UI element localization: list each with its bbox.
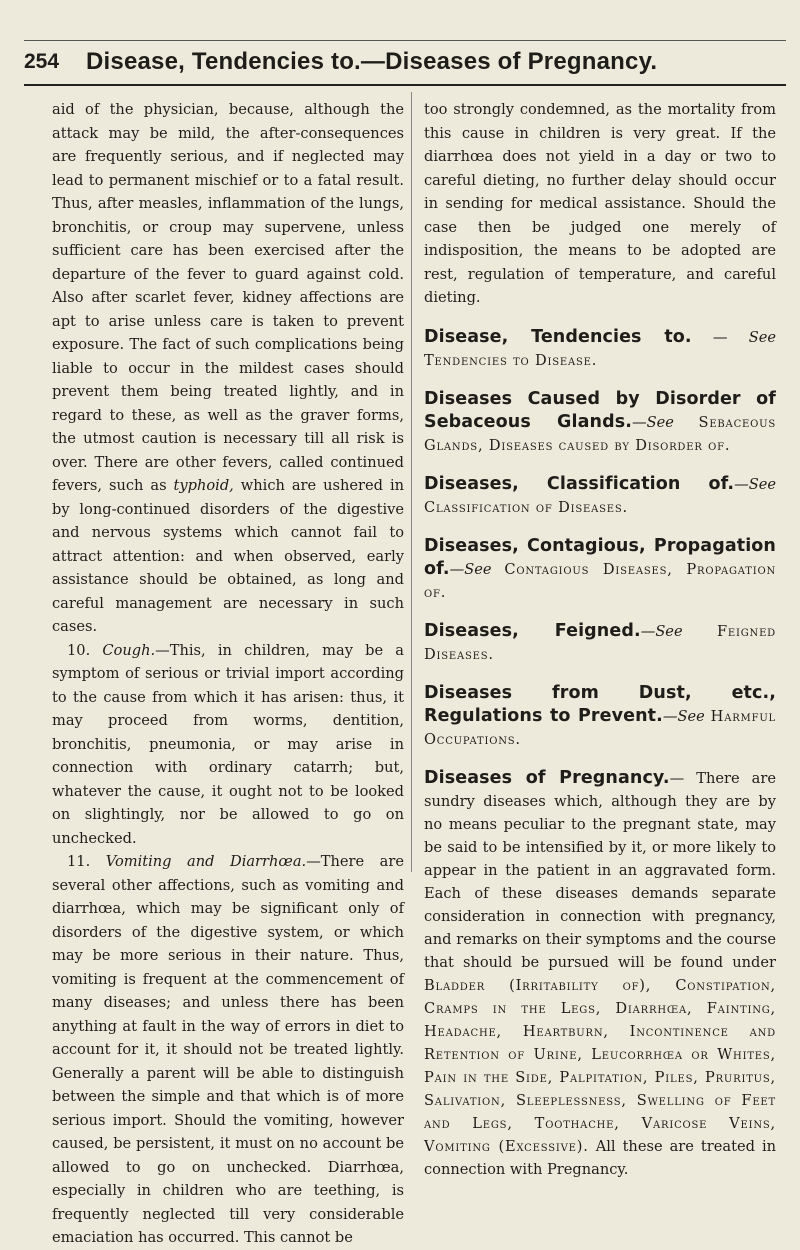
left-column (52, 98, 404, 1250)
entry-contagious: Diseases, Contagious, Propagation of.—See Contagious Diseases, Propagation of. (424, 535, 776, 601)
subheading-cough: Cough. (102, 641, 156, 659)
paragraph-cough: 10. Cough.—This, in children, may be a symptom of serious or trivial import according to the cause from which it has arisen: thus, it may proceed from worms, dentition, bronchitis, pneumonia, or may arise in connection with ordinary catarrh; but, whatever the cause, it ought not to be looked on slightingly, nor be allowed to go on unchecked. (52, 641, 404, 847)
entry-heading: Diseases Caused by Disorder of Sebaceous Glands. (424, 388, 776, 432)
entry-dust: Diseases from Dust, etc., Regulations to Prevent.—See Harmful Occupations. (424, 682, 776, 748)
entry-heading: Diseases, Classification of. (424, 473, 735, 494)
column-divider (411, 92, 412, 872)
cross-reference: Feigned Diseases. (424, 622, 776, 663)
entry-tendencies: Disease, Tendencies to. — See Tendencies to Disease. (424, 326, 776, 369)
entry-sebaceous: Diseases Caused by Disorder of Sebaceous Glands.—See Sebaceous Glands, Diseases caused by Disorder of. (424, 388, 777, 454)
cross-reference-list: Bladder (Irritability of), Constipation, Cramps in the Legs, Diarrhœa, Fainting, Headache, Heartburn, Incontinence and Retention of Urine, Leucorrhœa or Whites, Pain in the Side, Palpitation, Piles, Pruritus, Salivation, Sleeplessness, Swelling of Feet and Legs, Toothache, Varicose Veins, Vomiting (Excessive). (424, 976, 776, 1155)
cross-reference: Harmful Occupations. (424, 707, 776, 748)
entry-heading: Diseases, Contagious, Propagation of. (424, 535, 776, 579)
page-number: 254 (24, 50, 60, 73)
header-rule (24, 84, 786, 86)
entry-classification: Diseases, Classification of.—See Classification of Diseases. (424, 473, 776, 516)
entry-heading: Disease, Tendencies to. (424, 326, 692, 347)
cross-reference: Tendencies to Disease. (424, 351, 598, 369)
entry-feigned: Diseases, Feigned.—See Feigned Diseases. (424, 620, 776, 663)
cross-reference: Sebaceous Glands, Diseases caused by Disorder of. (424, 413, 777, 454)
cross-reference: Classification of Diseases. (424, 498, 628, 516)
running-title: Disease, Tendencies to.—Diseases of Pregnancy. (86, 48, 658, 75)
paragraph-fevers: aid of the physician, because, although the attack may be mild, the after-consequences are frequently serious, and if neglected may lead to permanent mischief or to a fatal result. Thus, after measles, inflammation of the lungs, bronchitis, or croup may supervene, unless sufficient care has been exercised after the departure of the fever to guard against cold. Also after scarlet fever, kidney affections are apt to arise unless care is taken to prevent exposure. The fact of such complications being liable to occur in the mildest cases should prevent them being treated lightly, and in regard to these, as well as the graver forms, the utmost caution is necessary till all risk is over. There are other fevers, called continued fevers, such as typhoid, which are ushered in by long-continued disorders of the digestive and nervous systems which cannot fail to attract attention: and when observed, early assistance should be obtained, as long and careful management are necessary in such cases. (52, 101, 405, 635)
entry-heading: Diseases from Dust, etc., Regulations to Prevent. (424, 682, 776, 726)
entry-heading: Diseases of Pregnancy. (424, 767, 670, 788)
right-column (424, 98, 776, 1181)
entry-pregnancy: Diseases of Pregnancy.— There are sundry diseases which, although they are by no means peculiar to the pregnant state, may be said to be intensified by it, or more likely to appear in the patient in an aggravated form. Each of these diseases demands separate consideration in connection with pregnancy, and remarks on their symptoms and the course that should be pursued will be found under Bladder (Irritability of), Constipation, Cramps in the Legs, Diarrhœa, Fainting, Headache, Heartburn, Incontinence and Retention of Urine, Leucorrhœa or Whites, Pain in the Side, Palpitation, Piles, Pruritus, Salivation, Sleeplessness, Swelling of Feet and Legs, Toothache, Varicose Veins, Vomiting (Excessive). All these are treated in connection with Pregnancy. (424, 767, 777, 1178)
running-header (24, 42, 776, 82)
cross-reference: Contagious Diseases, Propagation of. (424, 560, 776, 601)
paragraph-vomiting: 11. Vomiting and Diarrhœa.—There are several other affections, such as vomiting and diarrhœa, which may be significant only of disorders of the digestive system, or which may be more serious in their nature. Thus, vomiting is frequent at the commencement of many diseases; and unless there has been anything at fault in the way of errors in diet to account for it, it should not be treated lightly. Generally a parent will be able to distinguish between the simple and that which is of more serious import. Should the vomiting, however caused, be persistent, it must on no account be allowed to go on unchecked. Diarrhœa, especially in children who are teething, is frequently neglected till very considerable emaciation has occurred. This cannot be (52, 853, 404, 1246)
subheading-vomiting: Vomiting and Diarrhœa. (105, 853, 307, 870)
top-edge-rule (24, 40, 786, 41)
paragraph-continuation: too strongly condemned, as the mortality from this cause in children is very great. If the diarrhœa does not yield in a day or two to careful dieting, no further delay should occur in sending for medical assistance. Should the case then be judged one merely of indisposition, the means to be adopted are rest, regulation of temperature, and careful dieting. (424, 101, 776, 306)
entry-heading: Diseases, Feigned. (424, 620, 641, 641)
